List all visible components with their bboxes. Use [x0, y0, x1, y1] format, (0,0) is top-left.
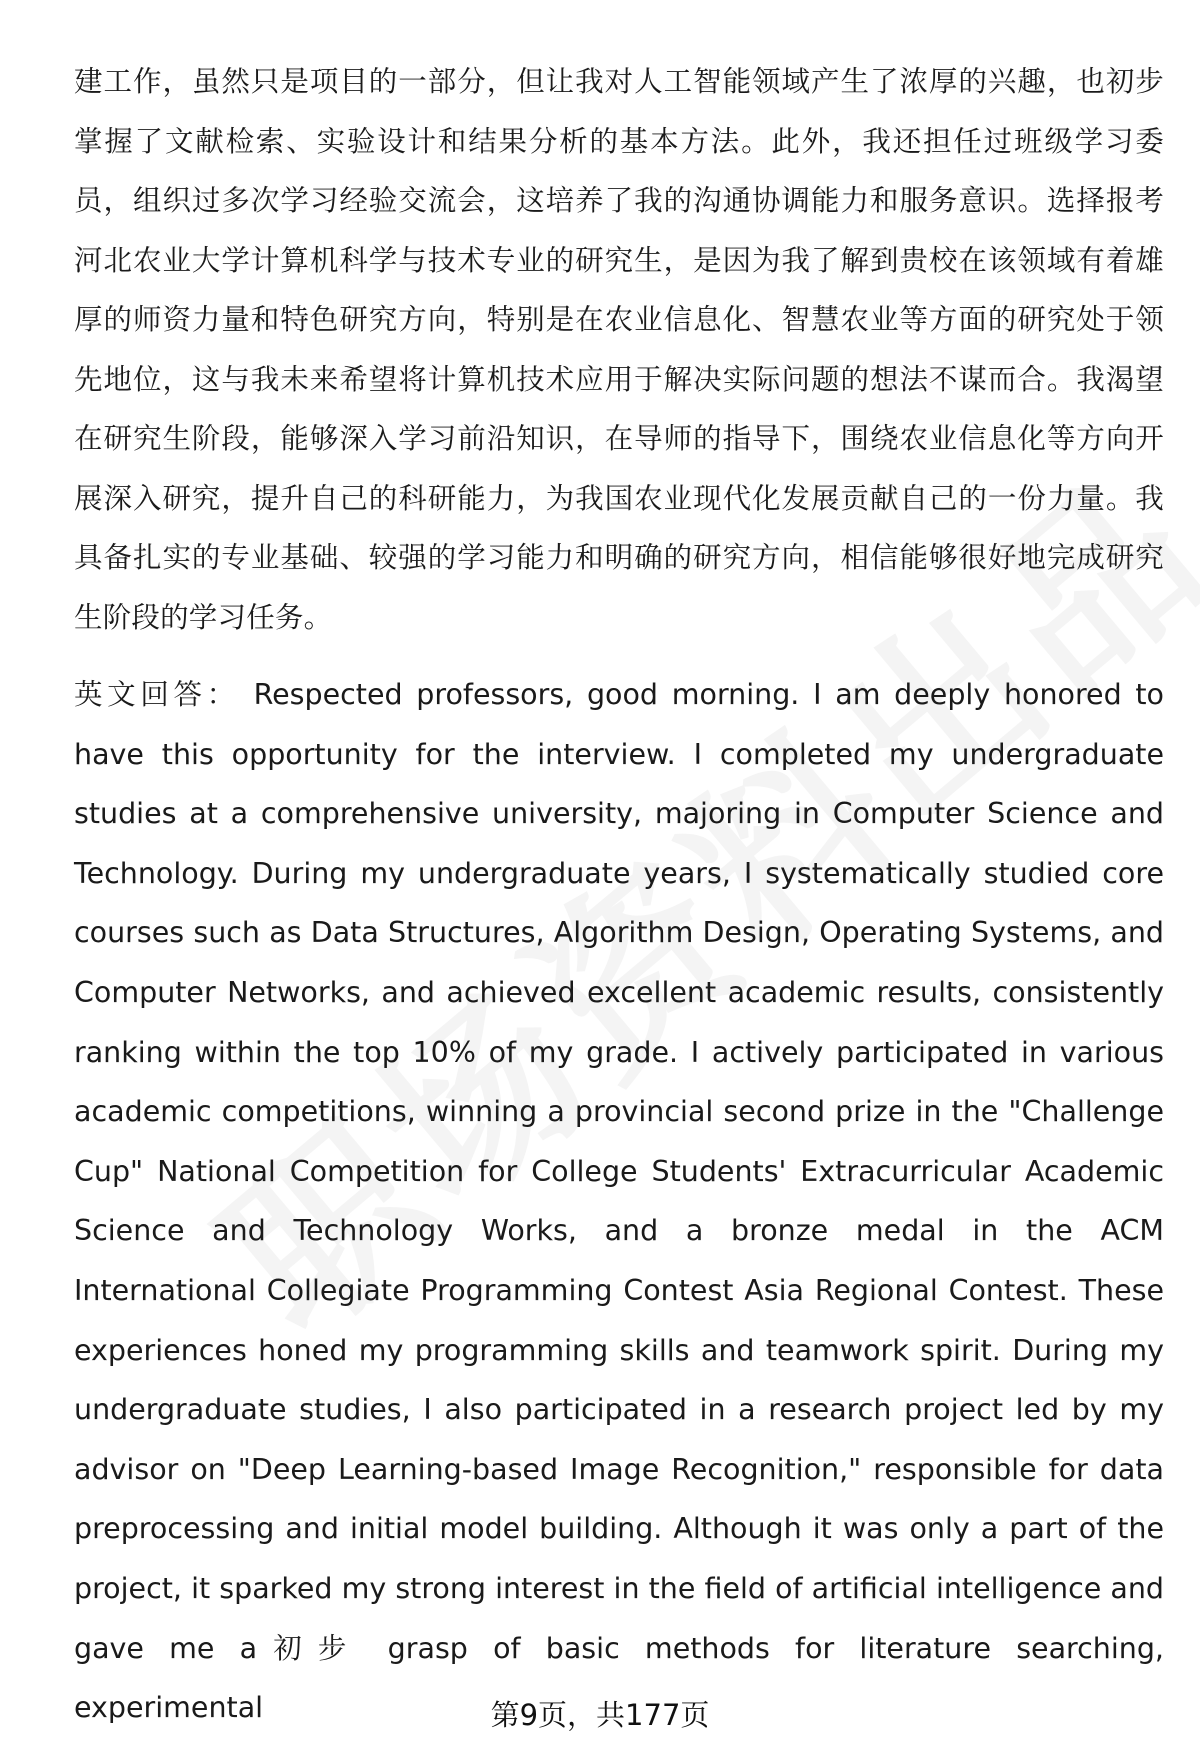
english-answer-paragraph: 英文回答： Respected professors, good morning. I am deeply honored to have this opportunity for the interview. I completed my undergraduate studies at a comprehensive university, majoring in Computer Science and Technology. During my undergraduate years, I systematically studied core courses such as Data Structures, Algorithm Design, Operating Systems, and Computer Networks, and achieved excellent academic results, consistently ranking within the top 10% of my grade. I actively participated in various academic competitions, winning a provincial second prize in the "Challenge Cup" National Competition for College Students' Extracurricular Academic Science and Technology Works, and a bronze medal in the ACM International Collegiate Programming Contest Asia Regional Contest. These experiences honed my programming skills and teamwork spirit. During my undergraduate studies, I also participated in a research project led by my advisor on "Deep Learning-based Image Recognition," responsible for data preprocessing and initial model building. Although it was only a part of the project, it sparked my strong interest in the field of artificial intelligence and gave me a初步 grasp of basic methods for literature searching, experimental — [74, 678, 1164, 1725]
chinese-answer-paragraph: 建工作，虽然只是项目的一部分，但让我对人工智能领域产生了浓厚的兴趣，也初步掌握了文献检索、实验设计和结果分析的基本方法。此外，我还担任过班级学习委员，组织过多次学习经验交流会，这培养了我的沟通协调能力和服务意识。选择报考河北农业大学计算机科学与技术专业的研究生，是因为我了解到贵校在该领域有着雄厚的师资力量和特色研究方向，特别是在农业信息化、智慧农业等方面的研究处于领先地位，这与我未来希望将计算机技术应用于解决实际问题的想法不谋而合。我渴望在研究生阶段，能够深入学习前沿知识，在导师的指导下，围绕农业信息化等方向开展深入研究，提升自己的科研能力，为我国农业现代化发展贡献自己的一份力量。我具备扎实的专业基础、较强的学习能力和明确的研究方向，相信能够很好地完成研究生阶段的学习任务。 — [74, 65, 1164, 634]
page-content — [74, 52, 1164, 1738]
page-number-footer: 第9页，共177页 — [490, 1698, 710, 1732]
